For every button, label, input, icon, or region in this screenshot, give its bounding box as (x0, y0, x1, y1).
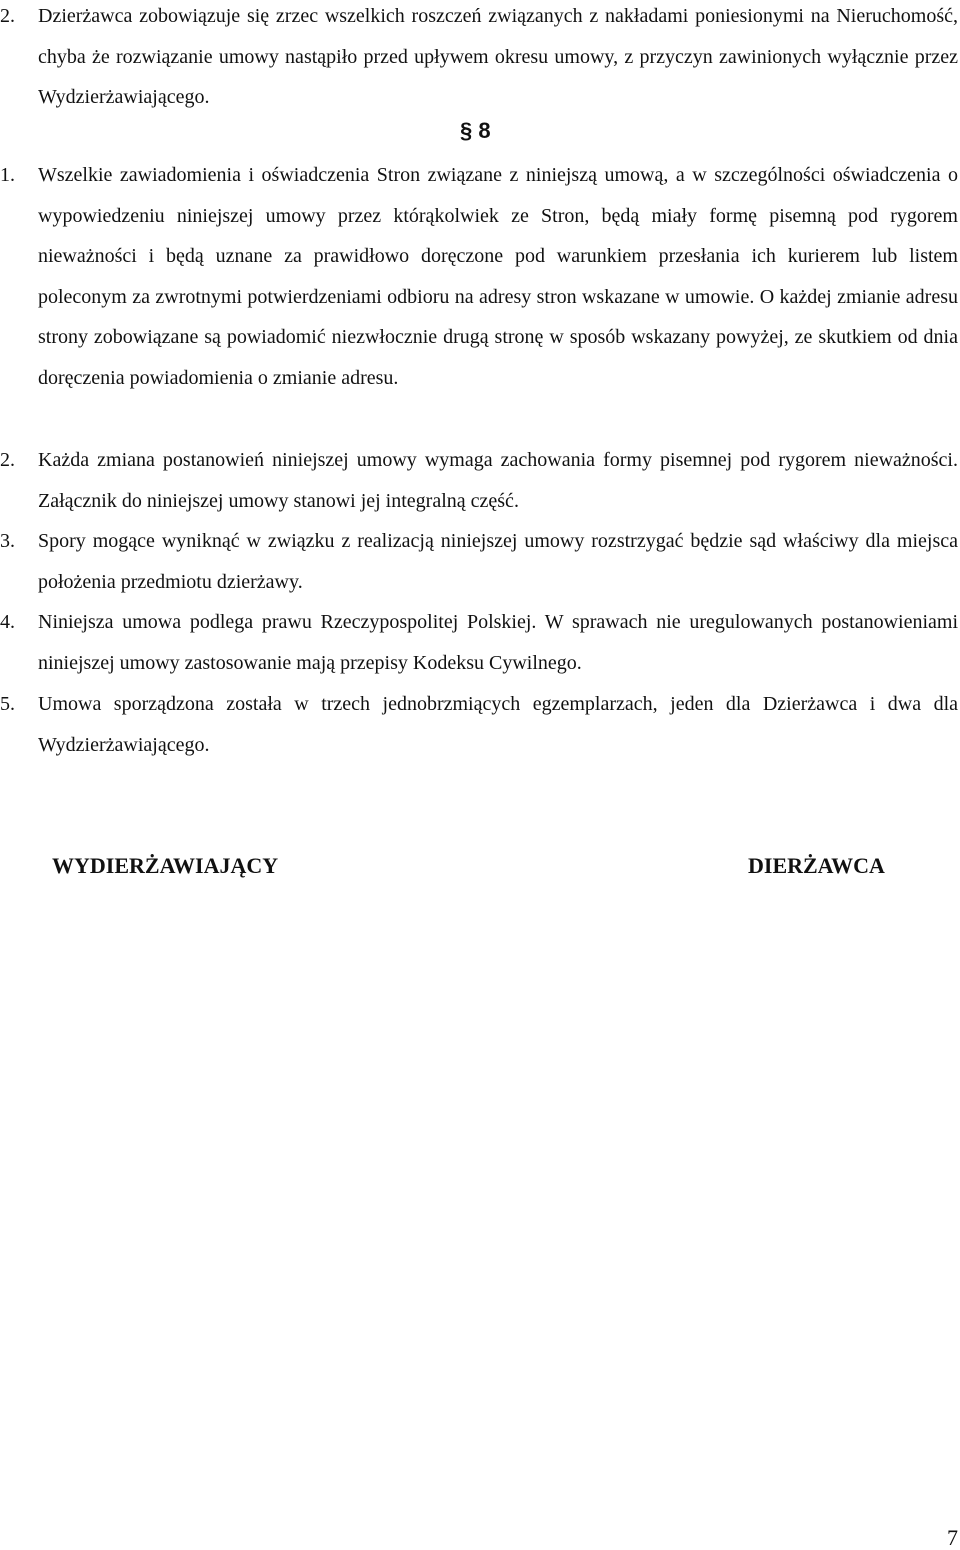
list-item-number: 1. (0, 164, 15, 186)
list-item-3 (0, 521, 958, 602)
list-item-text: Każda zmiana postanowień niniejszej umowy wymaga zachowania formy pisemnej pod rygorem nieważności. Załącznik do niniejszej umowy stanowi jej integralną część. (38, 449, 958, 512)
list-item-text: Wszelkie zawiadomienia i oświadczenia Stron związane z niniejszą umową, a w szczególności oświadczenia o wypowiedzeniu niniejszej umowy przez którąkolwiek ze Stron, będą miały formę pisemną pod rygorem nieważności i będą uznane za prawidłowo doręczone pod warunkiem przesłania ich kurierem lub listem poleconym za zwrotnymi potwierdzeniami odbioru na adresy stron wskazane w umowie. O każdej zmianie adresu strony zobowiązane są powiadomić niezwłocznie drugą stronę w sposób wskazany powyżej, ze skutkiem od dnia doręczenia powiadomienia o zmianie adresu. (38, 164, 958, 389)
list-item-4 (0, 602, 958, 683)
list-item-number: 5. (0, 693, 15, 715)
signature-lessee: DIERŻAWCA (748, 853, 885, 878)
list-item-5 (0, 684, 958, 765)
list-item-2 (0, 440, 958, 521)
section-heading: § 8 (460, 118, 491, 143)
list-item-number: 4. (0, 611, 15, 633)
list-item-number: 3. (0, 530, 15, 552)
list-item-text: Umowa sporządzona została w trzech jednobrzmiących egzemplarzach, jeden dla Dzierżawca i dwa dla Wydzierżawiającego. (38, 693, 958, 756)
page-number: 7 (947, 1525, 958, 1550)
list-item-text: Niniejsza umowa podlega prawu Rzeczypospolitej Polskiej. W sprawach nie uregulowanych postanowieniami niniejszej umowy zastosowanie mają przepisy Kodeksu Cywilnego. (38, 611, 958, 674)
list-item-1 (0, 155, 958, 398)
list-item-text: Dzierżawca zobowiązuje się zrzec wszelkich roszczeń związanych z nakładami poniesionymi na Nieruchomość, chyba że rozwiązanie umowy nastąpiło przed upływem okresu umowy, z przyczyn zawinionych wyłącznie przez Wydzierżawiającego. (38, 5, 958, 108)
list-item-top-2 (0, 0, 958, 118)
signature-lessor: WYDIERŻAWIAJĄCY (52, 853, 279, 878)
list-item-number: 2. (0, 5, 15, 27)
list-item-number: 2. (0, 449, 15, 471)
list-item-text: Spory mogące wyniknąć w związku z realizacją niniejszej umowy rozstrzygać będzie sąd właściwy dla miejsca położenia przedmiotu dzierżawy. (38, 530, 958, 593)
